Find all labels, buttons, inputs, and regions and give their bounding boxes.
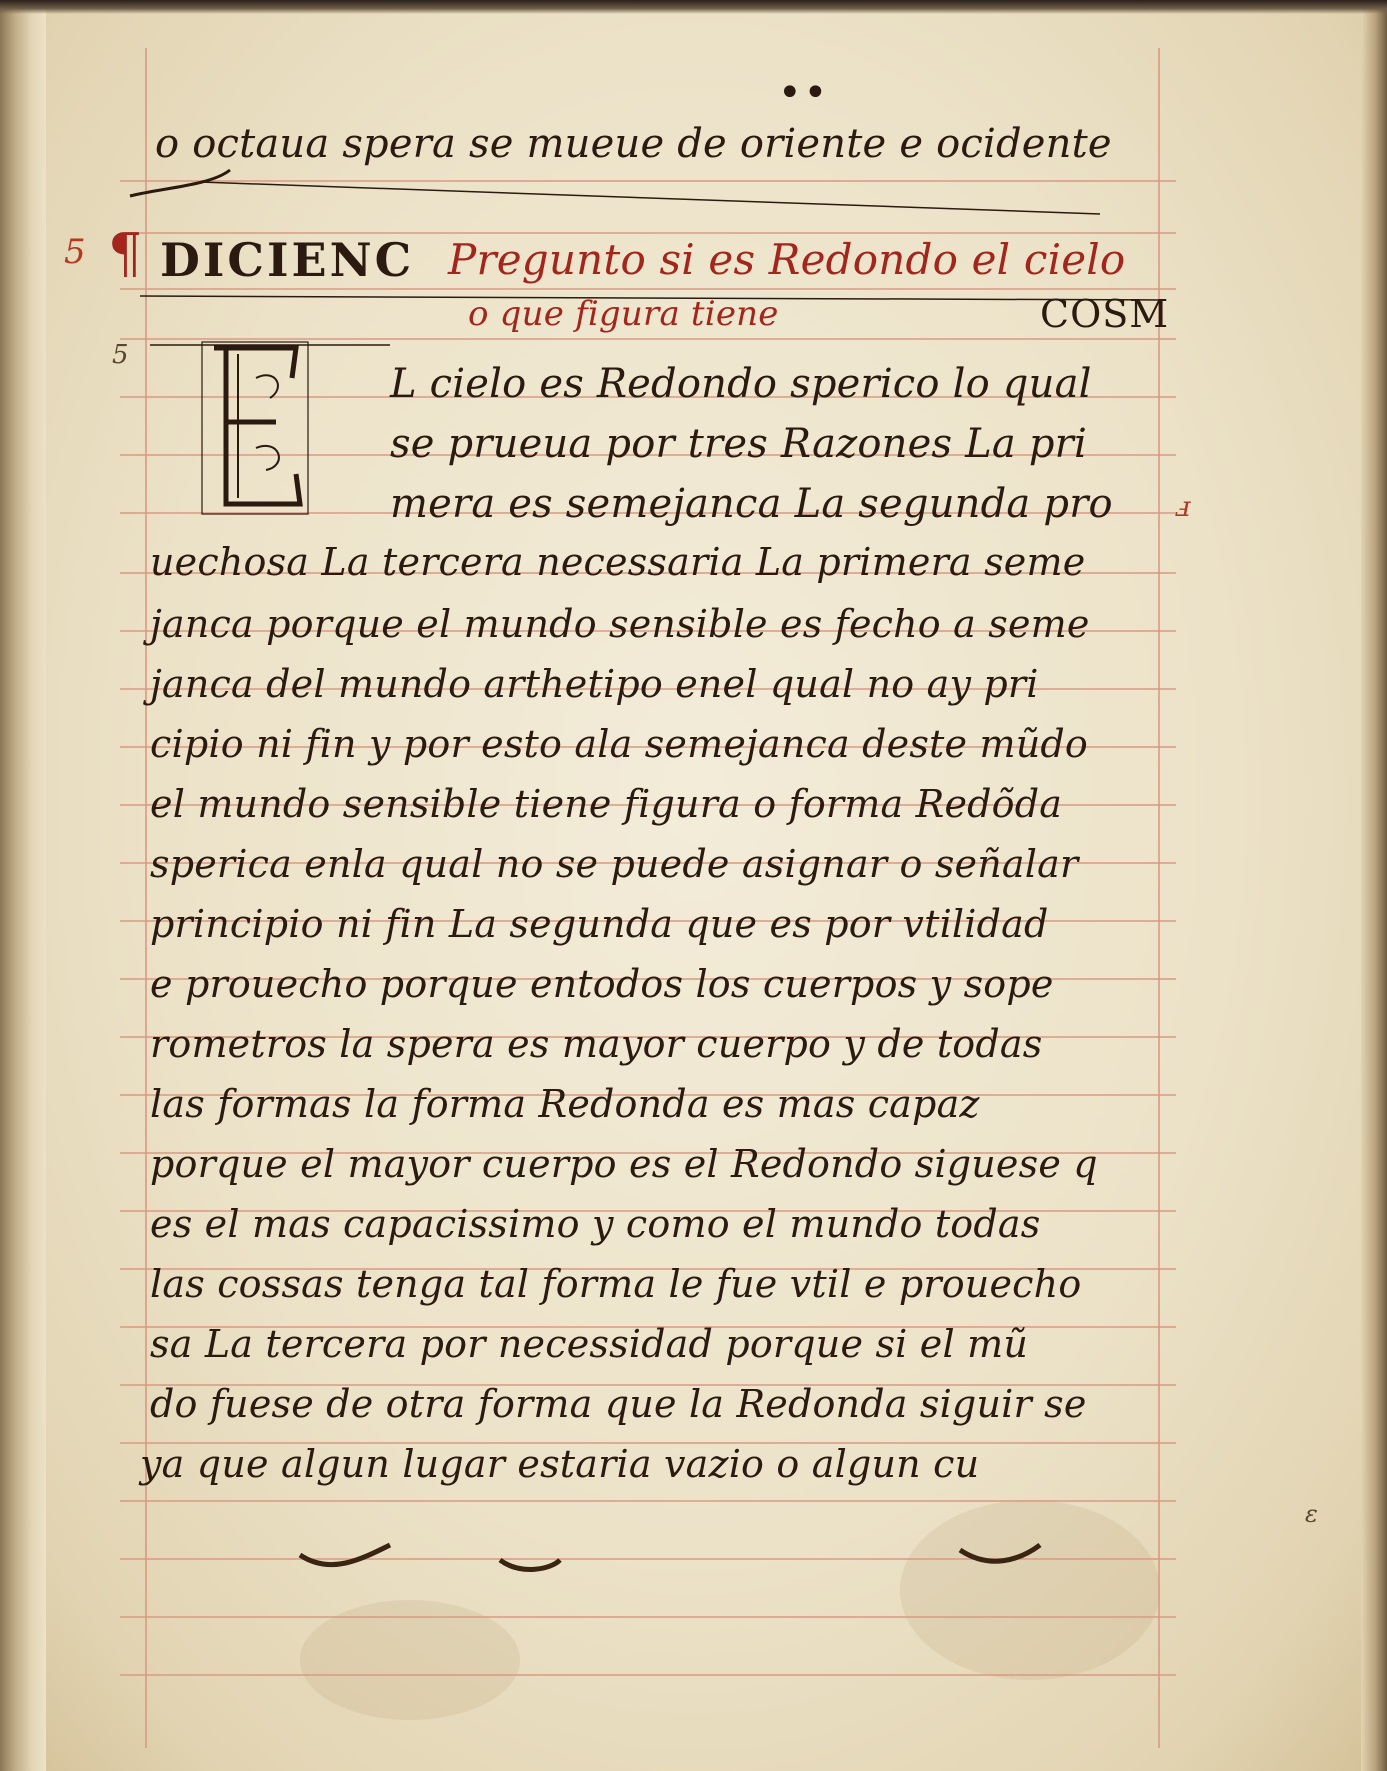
margin-mark: 5	[112, 340, 129, 370]
pilcrow-icon: ¶	[108, 222, 143, 285]
initial-letter-frame	[196, 338, 312, 518]
ruling-line	[120, 1500, 1176, 1502]
body-line: janca del mundo arthetipo enel qual no ay pri	[150, 662, 1039, 706]
body-line: sperica enla qual no se puede asignar o señalar	[150, 842, 1079, 886]
body-line: es el mas capacissimo y como el mundo todas	[150, 1202, 1041, 1246]
decorated-initial	[196, 338, 312, 518]
ruling-margin-left	[145, 48, 147, 1748]
body-line: mera es semejanca La segunda pro	[390, 481, 1113, 527]
body-line: se prueua por tres Razones La pri	[390, 421, 1087, 467]
body-line: do fuese de otra forma que la Redonda siguir se	[150, 1382, 1087, 1426]
right-page-edge	[1361, 0, 1387, 1771]
paper-stain	[900, 1500, 1160, 1680]
body-line: rometros la spera es mayor cuerpo y de todas	[150, 1022, 1043, 1066]
body-line: e prouecho porque entodos los cuerpos y sope	[150, 962, 1054, 1006]
left-binding-edge	[0, 0, 46, 1771]
ruling-line	[120, 1616, 1176, 1618]
reply-speaker-label: COSM	[1040, 292, 1170, 336]
top-page-edge	[0, 0, 1387, 14]
body-line: sa La tercera por necessidad porque si el mũ	[150, 1322, 1029, 1366]
body-line: las cossas tenga tal forma le fue vtil e prouecho	[150, 1262, 1082, 1306]
body-line: uechosa La tercera necessaria La primera seme	[150, 540, 1086, 584]
body-line: cipio ni fin y por esto ala semejanca deste mũdo	[150, 722, 1089, 766]
body-line: ya que algun lugar estaria vazio o algun cu	[140, 1442, 980, 1486]
body-line: janca porque el mundo sensible es fecho a seme	[150, 602, 1090, 646]
body-line: L cielo es Redondo sperico lo qual	[390, 361, 1092, 407]
paper-stain	[300, 1600, 520, 1720]
question-line-2: o que figura tiene	[468, 294, 779, 334]
body-line: porque el mayor cuerpo es el Redondo siguese q	[150, 1142, 1098, 1186]
ruling-line	[120, 180, 1176, 182]
margin-mark: ⅎ	[1176, 490, 1191, 523]
continuation-line: o octaua spera se mueue de oriente e ocidente	[155, 121, 1112, 167]
margin-mark: ε	[1305, 1500, 1318, 1528]
speaker-label: DICIENC	[160, 233, 415, 287]
body-line: el mundo sensible tiene figura o forma Redõda	[150, 782, 1063, 826]
question-line-1: Pregunto si es Redondo el cielo	[448, 235, 1126, 284]
body-line: las formas la forma Redonda es mas capaz	[150, 1082, 980, 1126]
ruling-line	[120, 1558, 1176, 1560]
ruling-line	[120, 1674, 1176, 1676]
top-dots: ••	[778, 70, 830, 116]
body-line: principio ni fin La segunda que es por vtilidad	[150, 902, 1049, 946]
margin-mark: 5	[64, 232, 86, 272]
